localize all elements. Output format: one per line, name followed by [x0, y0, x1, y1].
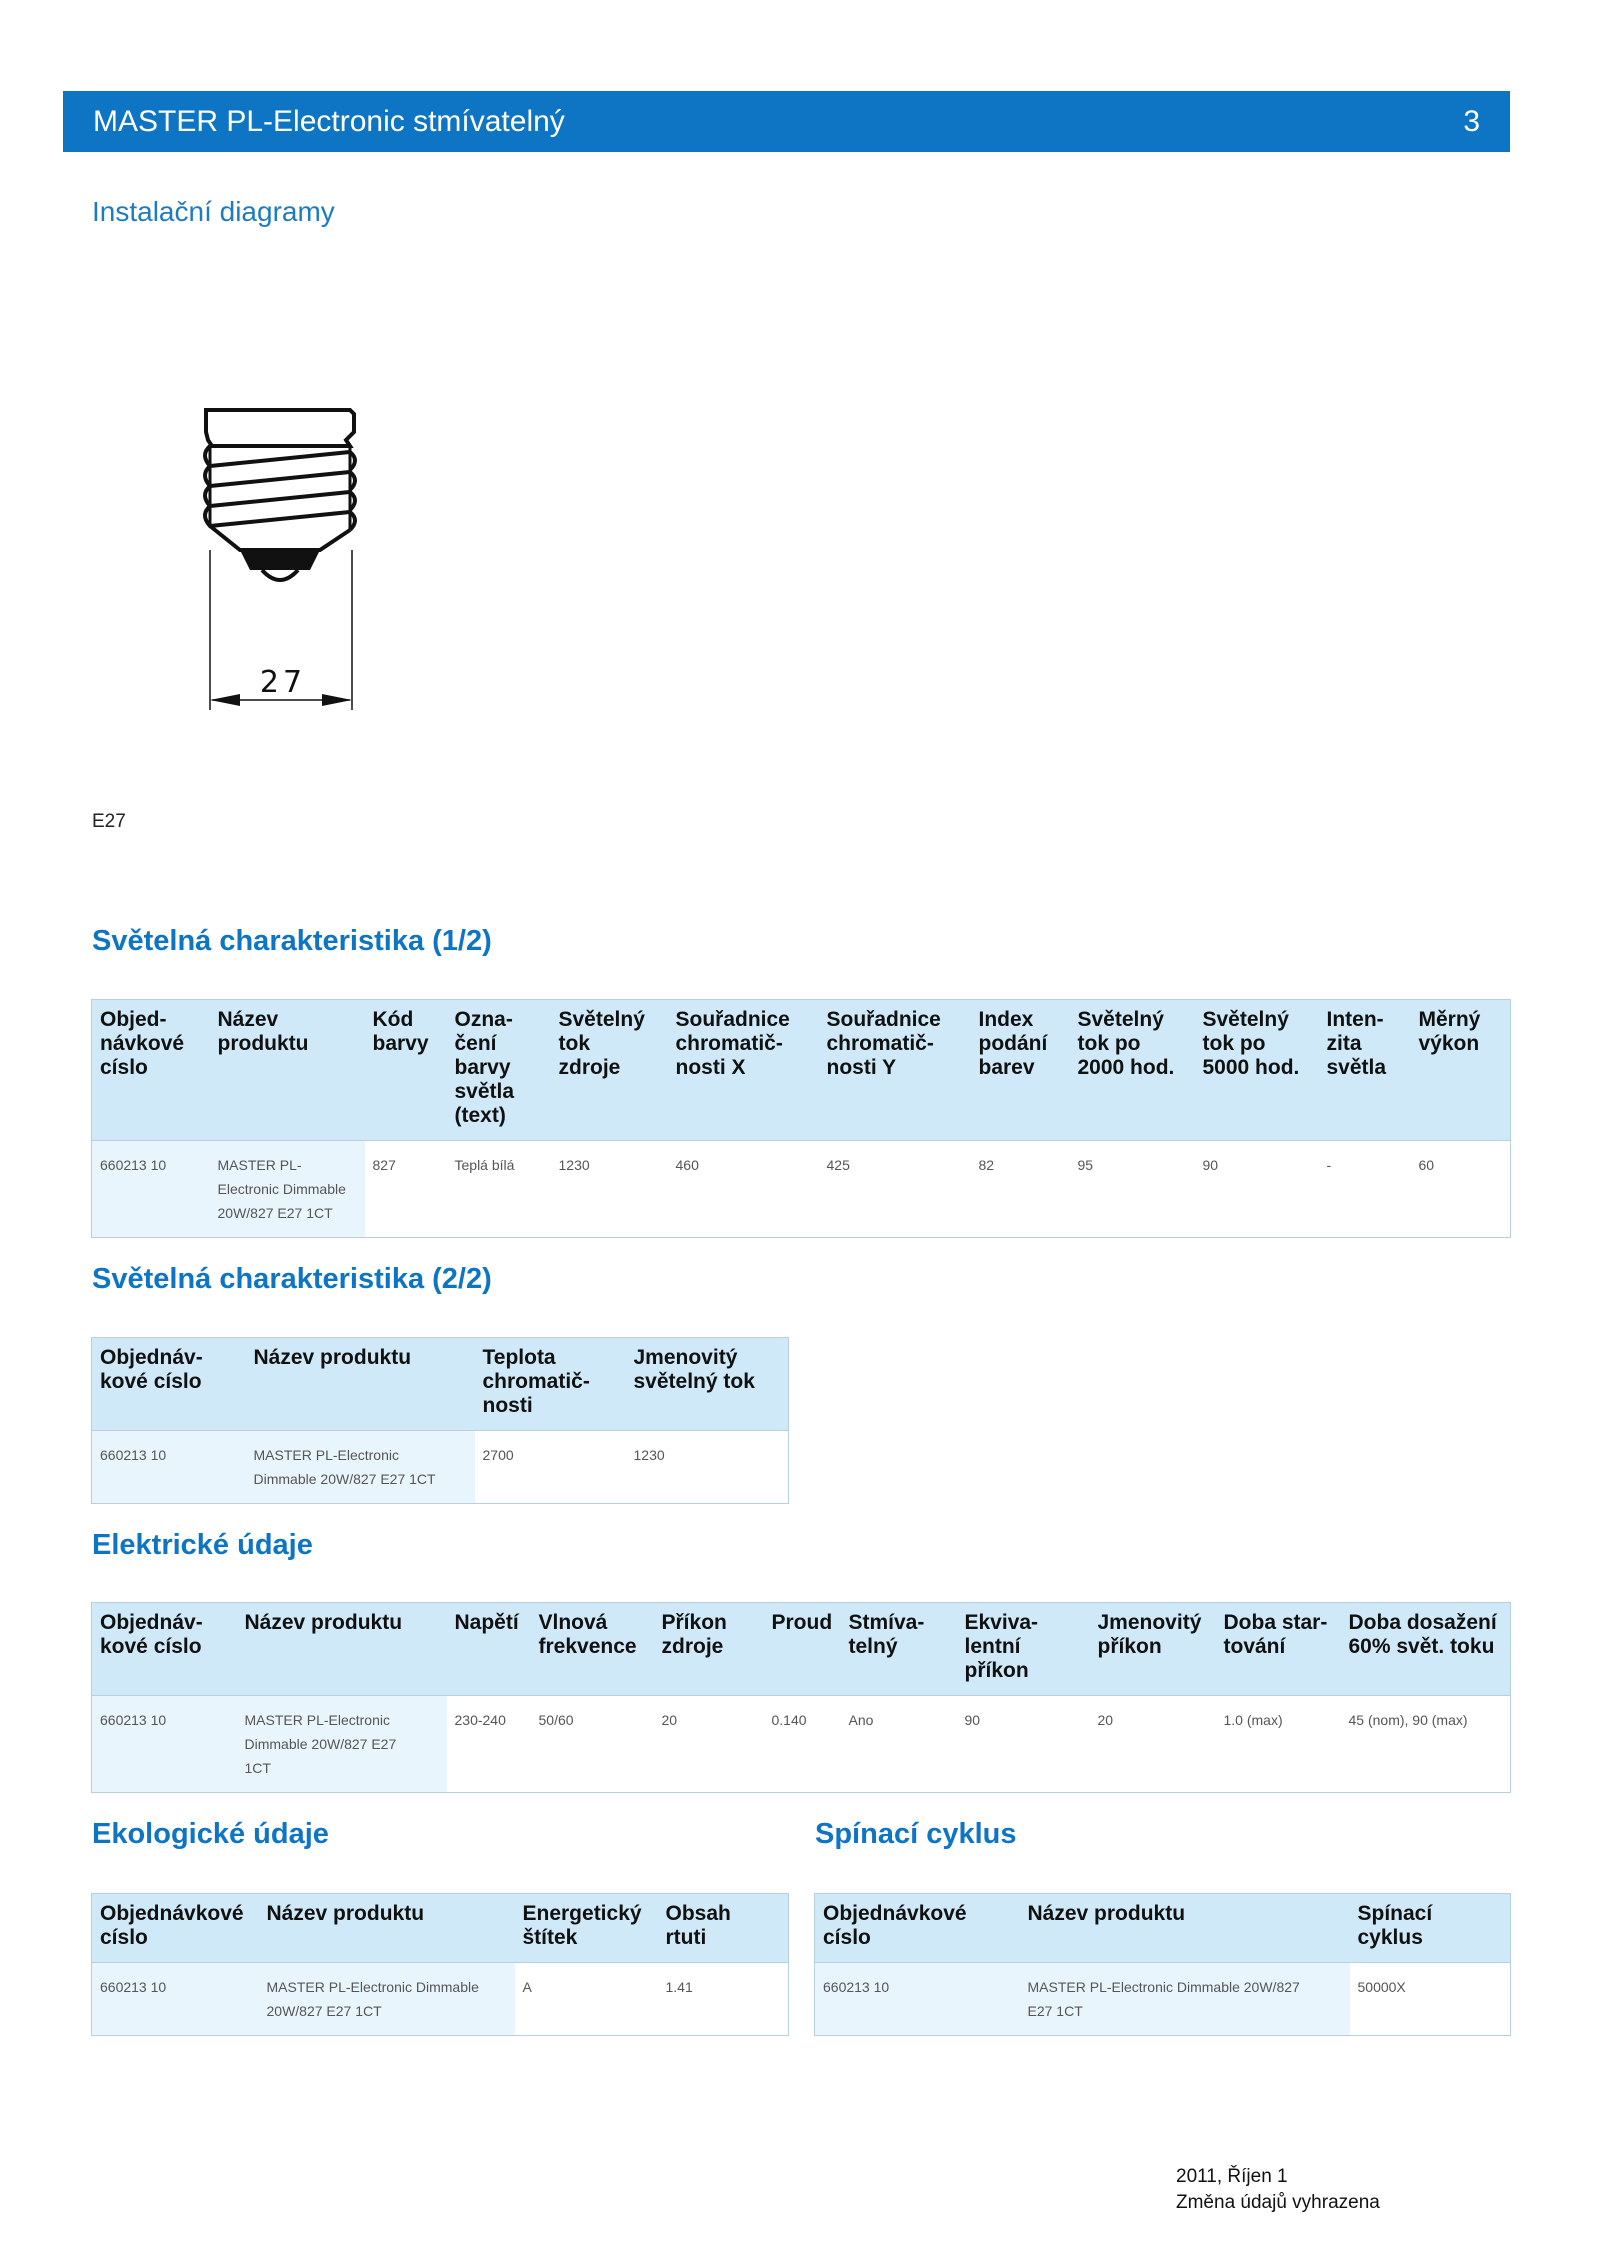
cell-line: nosti X: [675, 1056, 746, 1079]
column-header: [365, 1000, 447, 1141]
cell-line: císlo: [100, 1056, 148, 1079]
table-cell: [819, 1141, 971, 1238]
table-cell: [210, 1141, 365, 1238]
cell-line: podání: [978, 1032, 1048, 1055]
cell-line: Vlnová: [538, 1611, 608, 1634]
table-cell: [1195, 1141, 1319, 1238]
cell-line: 425: [826, 1157, 850, 1173]
cell-line: 660213 10: [100, 1712, 167, 1728]
e27-base-diagram: [200, 400, 370, 720]
cell-line: cyklus: [1357, 1926, 1423, 1949]
cell-line: Světelný: [558, 1008, 645, 1031]
diagram-dimension-label: 27: [259, 665, 307, 700]
cell-line: 660213 10: [100, 1979, 167, 1995]
cell-line: Objednávkové: [100, 1902, 244, 1925]
cell-line: 20: [661, 1712, 678, 1728]
column-header: [819, 1000, 971, 1141]
cell-line: (text): [454, 1104, 506, 1127]
cell-line: Světelný: [1202, 1008, 1289, 1031]
cell-line: Příkon: [661, 1611, 727, 1634]
cell-line: Obsah: [665, 1902, 731, 1925]
table-cell: [365, 1141, 447, 1238]
cell-line: E27 1CT: [1027, 2003, 1083, 2019]
column-header: [1216, 1603, 1341, 1696]
cell-line: MASTER PL-Electronic: [253, 1447, 399, 1463]
diagram-caption: E27: [92, 811, 126, 832]
cell-line: Světelný: [1077, 1008, 1164, 1031]
cell-line: chromatič-: [482, 1370, 590, 1393]
table-row: [815, 1963, 1511, 2036]
cell-line: Dimmable 20W/827 E27 1CT: [253, 1471, 436, 1487]
column-header: [92, 1338, 246, 1431]
cell-line: Ekviva-: [964, 1611, 1039, 1634]
electrical-data-title: Elektrické údaje: [92, 1529, 313, 1561]
column-header: [92, 1894, 259, 1963]
cell-line: Objednáv-: [100, 1611, 203, 1634]
cell-line: Dimmable 20W/827 E27: [244, 1736, 397, 1752]
cell-line: 1CT: [244, 1760, 271, 1776]
table-cell: [1216, 1696, 1341, 1793]
cell-line: Proud: [771, 1611, 833, 1634]
column-header: [1020, 1894, 1350, 1963]
column-header: [1411, 1000, 1511, 1141]
cell-line: Napětí: [454, 1611, 519, 1634]
cell-line: 45 (nom), 90 (max): [1348, 1712, 1468, 1728]
cell-line: Ano: [848, 1712, 874, 1728]
cell-line: 230-240: [454, 1712, 506, 1728]
cell-line: Teplota: [482, 1346, 556, 1369]
cell-line: 90: [964, 1712, 981, 1728]
cell-line: Energetický: [522, 1902, 642, 1925]
cell-line: Jmenovitý: [1097, 1611, 1202, 1634]
table-cell: [658, 1963, 789, 2036]
column-header: [246, 1338, 475, 1431]
cell-line: 90: [1202, 1157, 1219, 1173]
cell-line: produktu: [217, 1032, 309, 1055]
cell-line: 60% svět. toku: [1348, 1635, 1495, 1658]
table-row: [92, 1431, 789, 1504]
document-title: MASTER PL-Electronic stmívatelný: [93, 104, 565, 138]
cell-line: MASTER PL-: [217, 1157, 302, 1173]
cell-line: Kód: [372, 1008, 414, 1031]
cell-line: kové císlo: [100, 1635, 202, 1658]
cell-line: zdroje: [558, 1056, 621, 1079]
cell-line: Název produktu: [244, 1611, 403, 1634]
column-header: [210, 1000, 365, 1141]
cell-line: 660213 10: [100, 1157, 167, 1173]
table-cell: [1319, 1141, 1411, 1238]
cell-line: Objednávkové: [823, 1902, 967, 1925]
table-cell: [957, 1696, 1090, 1793]
column-header: [654, 1603, 764, 1696]
cell-line: Stmíva-: [848, 1611, 925, 1634]
table-row: [92, 1696, 1511, 1793]
table-header-row: [92, 1894, 789, 1963]
cell-line: 1230: [558, 1157, 590, 1173]
cell-line: 660213 10: [823, 1979, 890, 1995]
column-header: [815, 1894, 1020, 1963]
column-header: [447, 1000, 551, 1141]
table-cell: [447, 1141, 551, 1238]
cell-line: MASTER PL-Electronic Dimmable: [266, 1979, 479, 1995]
cell-line: 20W/827 E27 1CT: [266, 2003, 382, 2019]
table-cell: [626, 1431, 789, 1504]
column-header: [1070, 1000, 1195, 1141]
cell-line: nosti Y: [826, 1056, 897, 1079]
cell-line: kové císlo: [100, 1370, 202, 1393]
cell-line: světelný tok: [633, 1370, 755, 1393]
cell-line: 60: [1418, 1157, 1435, 1173]
cell-line: rtuti: [665, 1926, 707, 1949]
column-header: [841, 1603, 957, 1696]
cell-line: 660213 10: [100, 1447, 167, 1463]
cell-line: císlo: [100, 1926, 148, 1949]
table-cell: [92, 1963, 259, 2036]
page-number: 3: [1463, 104, 1480, 138]
cell-line: tok po: [1202, 1032, 1266, 1055]
cell-line: Inten-: [1326, 1008, 1384, 1031]
cell-line: Index: [978, 1008, 1034, 1031]
table-cell: [654, 1696, 764, 1793]
table-cell: [531, 1696, 654, 1793]
electrical-data-table: [91, 1602, 1511, 1793]
column-header: [237, 1603, 447, 1696]
cell-line: MASTER PL-Electronic: [244, 1712, 390, 1728]
column-header: [1350, 1894, 1511, 1963]
table-cell: [551, 1141, 668, 1238]
table-row: [92, 1963, 789, 2036]
table-cell: [1341, 1696, 1511, 1793]
cell-line: Electronic Dimmable: [217, 1181, 346, 1197]
table-cell: [92, 1696, 237, 1793]
table-cell: [841, 1696, 957, 1793]
ecological-data-title: Ekologické údaje: [92, 1818, 329, 1850]
cell-line: světla: [1326, 1056, 1387, 1079]
light-characteristics-2-title: Světelná charakteristika (2/2): [92, 1263, 492, 1295]
cell-line: tok: [558, 1032, 590, 1055]
table-header-row: [92, 1338, 789, 1431]
cell-line: štítek: [522, 1926, 578, 1949]
cell-line: Měrný: [1418, 1008, 1481, 1031]
table-cell: [1350, 1963, 1511, 2036]
table-cell: [764, 1696, 841, 1793]
cell-line: 1.41: [665, 1979, 693, 1995]
table-cell: [1070, 1141, 1195, 1238]
column-header: [1341, 1603, 1511, 1696]
switching-cycle-table: [814, 1893, 1511, 2036]
table-cell: [92, 1141, 210, 1238]
cell-line: barev: [978, 1056, 1035, 1079]
cell-line: Objednáv-: [100, 1346, 203, 1369]
cell-line: chromatič-: [675, 1032, 783, 1055]
cell-line: příkon: [964, 1659, 1029, 1682]
cell-line: výkon: [1418, 1032, 1480, 1055]
column-header: [475, 1338, 626, 1431]
cell-line: 0.140: [771, 1712, 807, 1728]
table-cell: [447, 1696, 531, 1793]
column-header: [92, 1000, 210, 1141]
switching-cycle-title: Spínací cyklus: [815, 1818, 1017, 1850]
table-cell: [92, 1431, 246, 1504]
cell-line: Doba star-: [1223, 1611, 1328, 1634]
table-cell: [1411, 1141, 1511, 1238]
cell-line: 20: [1097, 1712, 1114, 1728]
cell-line: 827: [372, 1157, 396, 1173]
table-cell: [246, 1431, 475, 1504]
cell-line: Název: [217, 1008, 279, 1031]
cell-line: Název produktu: [1027, 1902, 1186, 1925]
cell-line: A: [522, 1979, 532, 1995]
column-header: [668, 1000, 819, 1141]
cell-line: čení: [454, 1032, 497, 1055]
column-header: [764, 1603, 841, 1696]
column-header: [551, 1000, 668, 1141]
cell-line: Jmenovitý: [633, 1346, 738, 1369]
cell-line: 20W/827 E27 1CT: [217, 1205, 333, 1221]
cell-line: 82: [978, 1157, 995, 1173]
cell-line: tok po: [1077, 1032, 1141, 1055]
cell-line: 1230: [633, 1447, 665, 1463]
cell-line: nosti: [482, 1394, 533, 1417]
cell-line: barvy: [454, 1056, 511, 1079]
footer-note: Změna údajů vyhrazena: [1176, 2192, 1380, 2213]
column-header: [515, 1894, 658, 1963]
table-cell: [515, 1963, 658, 2036]
cell-line: Doba dosažení: [1348, 1611, 1497, 1634]
column-header: [658, 1894, 789, 1963]
column-header: [1319, 1000, 1411, 1141]
cell-line: MASTER PL-Electronic Dimmable 20W/827: [1027, 1979, 1300, 1995]
light-characteristics-1-table: [91, 999, 1511, 1238]
cell-line: Objed-: [100, 1008, 167, 1031]
light-characteristics-2-table: [91, 1337, 789, 1504]
light-characteristics-1-title: Světelná charakteristika (1/2): [92, 925, 492, 957]
column-header: [626, 1338, 789, 1431]
table-header-row: [815, 1894, 1511, 1963]
cell-line: 5000 hod.: [1202, 1056, 1300, 1079]
table-header-row: [92, 1603, 1511, 1696]
column-header: [92, 1603, 237, 1696]
table-cell: [1090, 1696, 1216, 1793]
cell-line: 95: [1077, 1157, 1094, 1173]
table-cell: [1020, 1963, 1350, 2036]
ecological-data-table: [91, 1893, 789, 2036]
cell-line: 50000X: [1357, 1979, 1406, 1995]
table-cell: [237, 1696, 447, 1793]
cell-line: -: [1326, 1157, 1332, 1173]
cell-line: lentní: [964, 1635, 1021, 1658]
cell-line: frekvence: [538, 1635, 637, 1658]
table-cell: [668, 1141, 819, 1238]
cell-line: světla: [454, 1080, 515, 1103]
header-bar: [63, 91, 1510, 152]
cell-line: císlo: [823, 1926, 871, 1949]
footer: [1176, 2164, 1380, 2216]
cell-line: návkové: [100, 1032, 185, 1055]
table-cell: [815, 1963, 1020, 2036]
column-header: [971, 1000, 1070, 1141]
cell-line: 460: [675, 1157, 699, 1173]
cell-line: telný: [848, 1635, 898, 1658]
cell-line: Název produktu: [266, 1902, 425, 1925]
table-cell: [259, 1963, 515, 2036]
cell-line: barvy: [372, 1032, 429, 1055]
column-header: [1195, 1000, 1319, 1141]
cell-line: zdroje: [661, 1635, 724, 1658]
cell-line: 1.0 (max): [1223, 1712, 1283, 1728]
table-cell: [971, 1141, 1070, 1238]
cell-line: Souřadnice: [675, 1008, 790, 1031]
cell-line: příkon: [1097, 1635, 1162, 1658]
column-header: [447, 1603, 531, 1696]
column-header: [259, 1894, 515, 1963]
cell-line: Ozna-: [454, 1008, 513, 1031]
table-row: [92, 1141, 1511, 1238]
column-header: [957, 1603, 1090, 1696]
install-diagrams-title: Instalační diagramy: [92, 196, 335, 227]
cell-line: Název produktu: [253, 1346, 412, 1369]
cell-line: 50/60: [538, 1712, 574, 1728]
column-header: [1090, 1603, 1216, 1696]
cell-line: zita: [1326, 1032, 1362, 1055]
footer-date: 2011, Říjen 1: [1176, 2166, 1288, 2187]
table-header-row: [92, 1000, 1511, 1141]
cell-line: Spínací: [1357, 1902, 1433, 1925]
table-cell: [475, 1431, 626, 1504]
cell-line: 2700: [482, 1447, 514, 1463]
column-header: [531, 1603, 654, 1696]
cell-line: 2000 hod.: [1077, 1056, 1175, 1079]
cell-line: tování: [1223, 1635, 1286, 1658]
cell-line: Souřadnice: [826, 1008, 941, 1031]
cell-line: chromatič-: [826, 1032, 934, 1055]
cell-line: Teplá bílá: [454, 1157, 515, 1173]
